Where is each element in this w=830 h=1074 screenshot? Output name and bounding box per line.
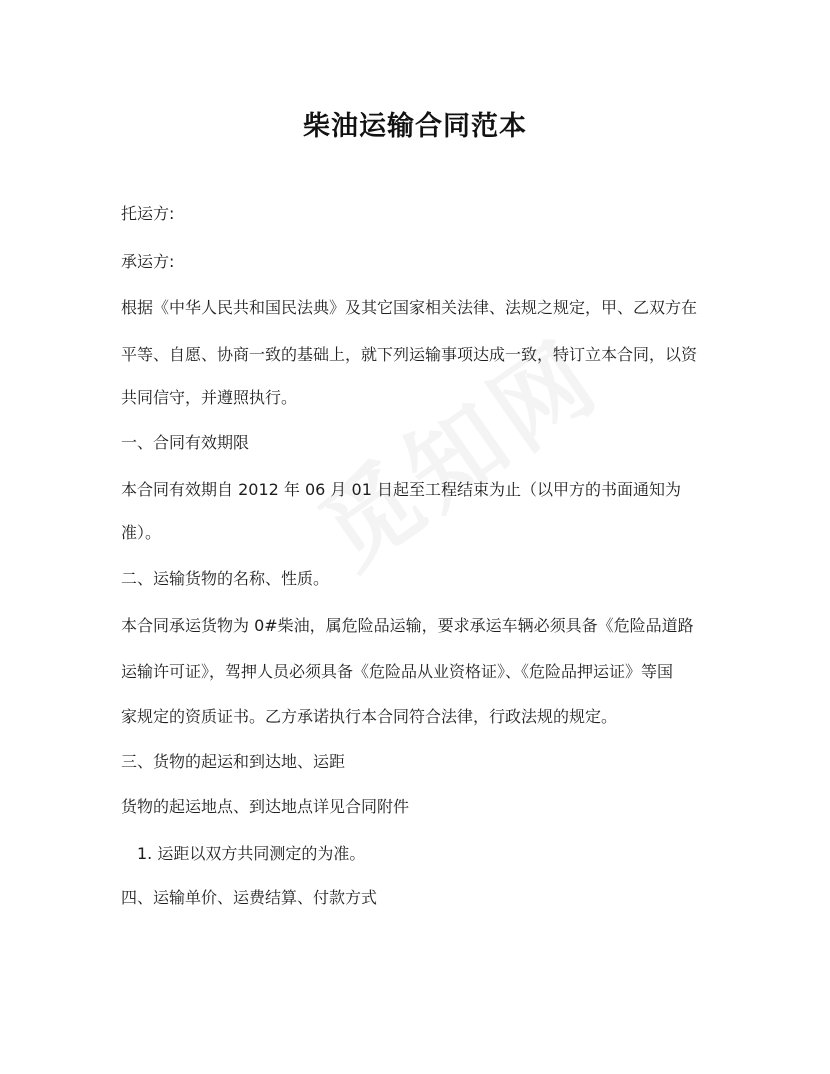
section-heading: 二、运输货物的名称、性质。 bbox=[121, 569, 330, 588]
shipper-label: 托运方: bbox=[121, 204, 175, 223]
document-title: 柴油运输合同范本 bbox=[303, 111, 527, 142]
carrier-label: 承运方: bbox=[121, 252, 175, 271]
paragraph-line: 共同信守，并遵照执行。 bbox=[121, 388, 298, 407]
section-heading: 三、货物的起运和到达地、运距 bbox=[121, 752, 346, 771]
paragraph-line: 家规定的资质证书。乙方承诺执行本合同符合法律，行政法规的规定。 bbox=[121, 707, 618, 726]
paragraph-line: 本合同承运货物为 0#柴油，属危险品运输，要求承运车辆必须具备《危险品道路 bbox=[121, 616, 694, 635]
list-item: 1. 运距以双方共同测定的为准。 bbox=[137, 844, 366, 863]
paragraph-line: 平等、自愿、协商一致的基础上，就下列运输事项达成一致，特订立本合同，以资 bbox=[121, 345, 698, 364]
paragraph-line: 本合同有效期自 2012 年 06 月 01 日起至工程结束为止（以甲方的书面通知为 bbox=[121, 480, 681, 499]
section-heading: 一、合同有效期限 bbox=[121, 433, 250, 452]
paragraph-line: 根据《中华人民共和国民法典》及其它国家相关法律、法规之规定，甲、乙双方在 bbox=[121, 298, 698, 317]
section-heading: 四、运输单价、运费结算、付款方式 bbox=[121, 888, 378, 907]
paragraph-line: 货物的起运地点、到达地点详见合同附件 bbox=[121, 797, 410, 816]
paragraph-line: 准）。 bbox=[121, 523, 162, 542]
paragraph-line: 运输许可证》，驾押人员必须具备《危险品从业资格证》、《危险品押运证》等国 bbox=[121, 662, 674, 681]
